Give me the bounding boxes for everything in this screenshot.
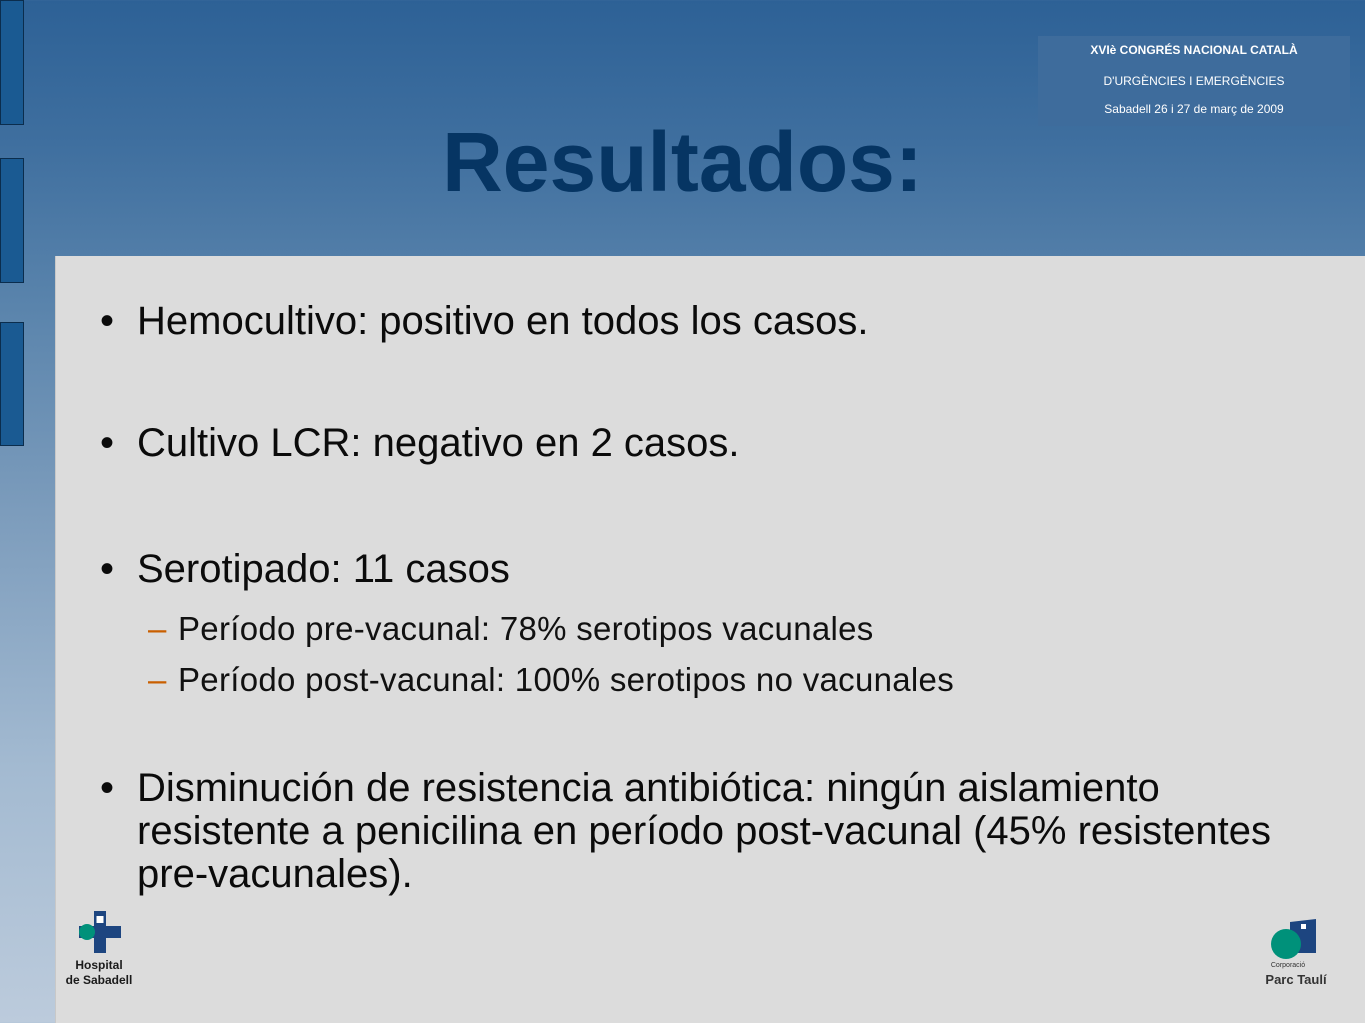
hospital-cross-icon [78, 910, 122, 954]
parc-tauli-name-text: Parc Taulí [1265, 972, 1327, 987]
dash-icon: – [148, 610, 167, 647]
bullet-item [100, 422, 1300, 465]
bullet-icon: • [100, 766, 115, 810]
sub-bullet-item [148, 610, 1298, 648]
parc-tauli-logo [1256, 918, 1336, 993]
sub-bullet-text: Período post-vacunal: 100% serotipos no vacunales [178, 661, 955, 698]
dash-icon: – [148, 661, 167, 698]
hospital-logo-text: Hospital [75, 958, 123, 972]
hospital-logo-text: de Sabadell [65, 973, 133, 987]
congress-name: XVIè CONGRÉS NACIONAL CATALÀ [1090, 43, 1298, 57]
side-accent-bar [0, 322, 24, 446]
bullet-icon: • [100, 299, 115, 343]
bullet-text: Hemocultivo: positivo en todos los casos. [137, 299, 869, 343]
slide-title: Resultados: [442, 115, 923, 209]
bullet-icon: • [100, 547, 115, 591]
bullet-item [100, 300, 1300, 343]
bullet-text: Cultivo LCR: negativo en 2 casos. [137, 421, 740, 465]
sub-bullet-text: Período pre-vacunal: 78% serotipos vacunales [178, 610, 874, 647]
hospital-sabadell-logo [62, 910, 136, 990]
side-accent-bar [0, 0, 24, 125]
bullet-item [100, 767, 1300, 896]
bullet-text: Disminución de resistencia antibiótica: ningún aislamiento resistente a penicilina en período post-vacunal (45% resistentes pre-vacunales). [137, 766, 1271, 896]
parc-tauli-corporation-text: Corporació [1270, 962, 1306, 969]
congress-date: Sabadell 26 i 27 de març de 2009 [1104, 102, 1284, 116]
sub-bullet-item [148, 661, 1298, 699]
bullet-text: Serotipado: 11 casos [137, 547, 510, 591]
bullet-item [100, 548, 1300, 591]
parc-tauli-mark-icon [1270, 918, 1322, 962]
bullet-icon: • [100, 421, 115, 465]
congress-subtitle: D'URGÈNCIES I EMERGÈNCIES [1103, 74, 1285, 88]
